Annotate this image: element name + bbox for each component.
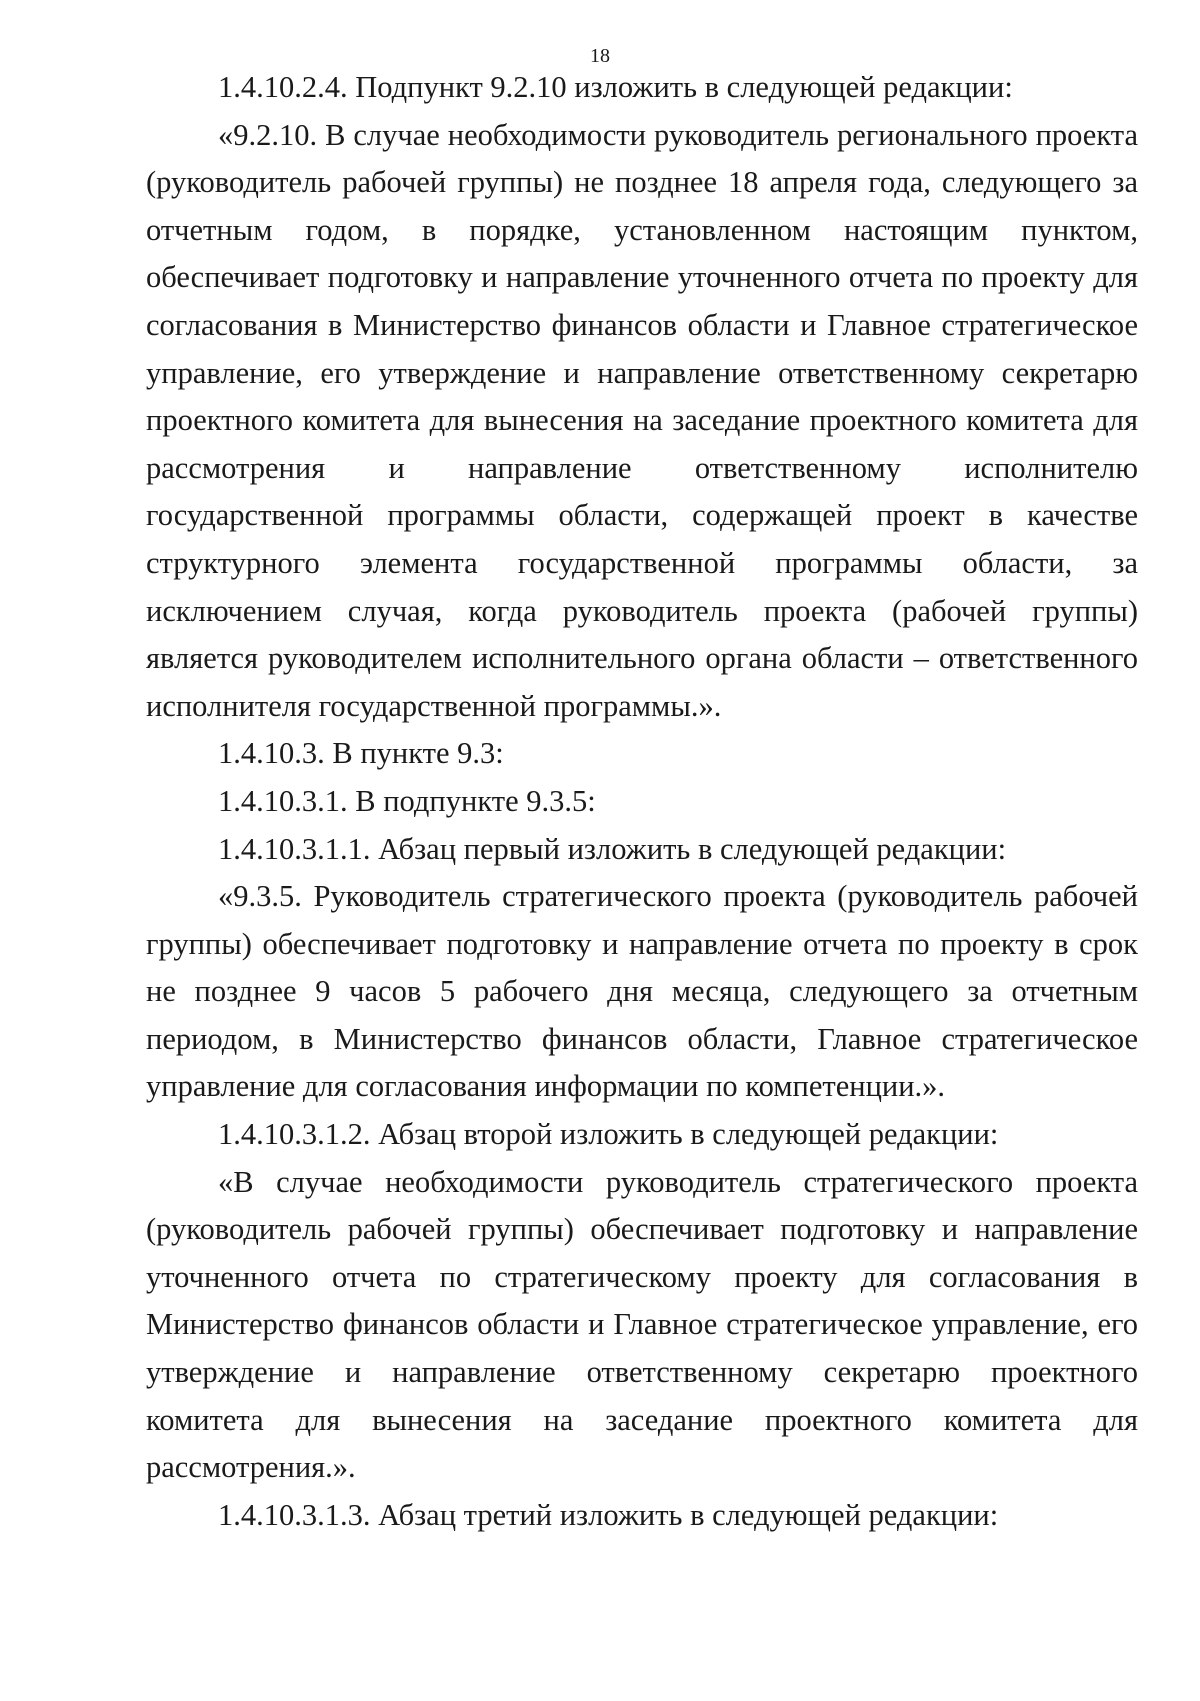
paragraph-1-4-10-3-1: 1.4.10.3.1. В подпункте 9.3.5:: [218, 783, 596, 818]
paragraph-1-4-10-3-1-2: 1.4.10.3.1.2. Абзац второй изложить в следующей редакции:: [218, 1117, 999, 1152]
paragraph-1-4-10-3: 1.4.10.3. В пункте 9.3:: [218, 736, 504, 771]
paragraph-9-2-10: «9.2.10. В случае необходимости руководитель регионального проекта (руководитель рабочей группы) не позднее 18 апреля года, следующего за отчетным годом, в порядке, установленном настоящим пунктом, обеспечивает подготовку и направление уточненного отчета по проекту для согласования в Министерство финансов области и Главное стратегическое управление, его утверждение и направление ответственному секретарю проектного комитета для вынесения на заседание проектного комитета для рассмотрения и направление ответственному исполнителю государственной программы области, содержащей проект в качестве структурного элемента государственной программы области, за исключением случая, когда руководитель проекта (рабочей группы) является руководителем исполнительного органа области – ответственного исполнителя государственной программы.».: [146, 117, 1138, 723]
paragraph-second-abzac-text: «В случае необходимости руководитель стратегического проекта (руководитель рабочей группы) обеспечивает подготовку и направление уточненного отчета по стратегическому проекту для согласования в Министерство финансов области и Главное стратегическое управление, его утверждение и направление ответственному секретарю проектного комитета для вынесения на заседание проектного комитета для рассмотрения.».: [146, 1164, 1138, 1485]
paragraph-1-4-10-2-4: 1.4.10.2.4. Подпункт 9.2.10 изложить в следующей редакции:: [218, 70, 1013, 104]
paragraph-9-3-5: «9.3.5. Руководитель стратегического проекта (руководитель рабочей группы) обеспечивает подготовку и направление отчета по проекту в срок не позднее 9 часов 5 рабочего дня месяца, следующего за отчетным периодом, в Министерство финансов области, Главное стратегическое управление для согласования информации по компетенции.».: [146, 879, 1138, 1104]
document-body: [146, 64, 1138, 1539]
paragraph-1-4-10-3-1-3: 1.4.10.3.1.3. Абзац третий изложить в следующей редакции:: [218, 1497, 999, 1532]
page-number: 18: [590, 45, 610, 67]
paragraph-1-4-10-3-1-1: 1.4.10.3.1.1. Абзац первый изложить в следующей редакции:: [218, 831, 1007, 866]
